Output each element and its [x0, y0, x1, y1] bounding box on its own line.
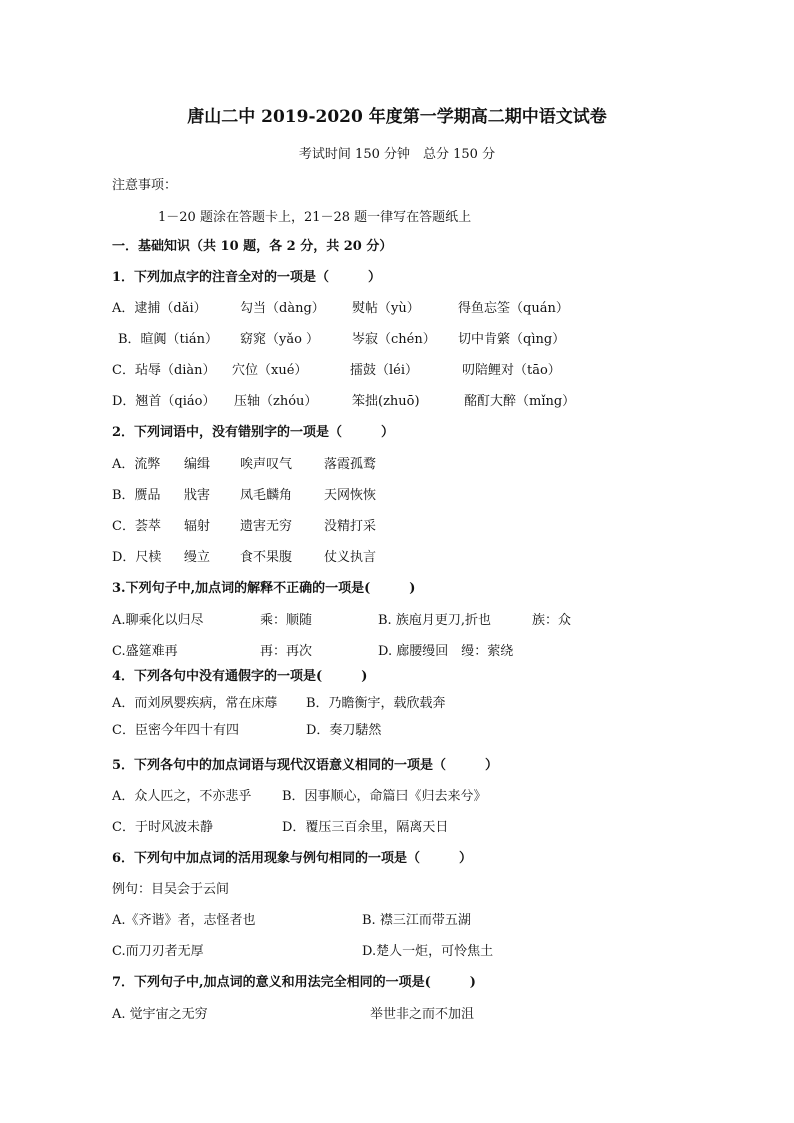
- q6-option-b: B. 襟三江而带五湖: [362, 913, 471, 928]
- question-5-stem: 5．下列各句中的加点词语与现代汉语意义相同的一项是（ ）: [112, 758, 499, 773]
- q1-option-a-1: A．逮捕（dǎi）: [112, 301, 207, 316]
- q1-option-b-2: 窈窕（yǎo ）: [240, 332, 320, 347]
- q2-option-c-2: 辐射: [184, 519, 211, 534]
- question-4-stem: 4．下列各句中没有通假字的一项是( ): [112, 669, 368, 684]
- q6-example: 例句：目吴会于云间: [112, 882, 230, 897]
- q3-option-c: C.盛筵难再: [112, 644, 178, 659]
- q1-option-c-2: 穴位（xué）: [232, 363, 308, 378]
- q2-option-d-2: 缦立: [184, 550, 211, 565]
- q5-option-c: C．于时风波未静: [112, 820, 213, 835]
- q3-option-b: B. 族庖月更刀,折也: [378, 613, 491, 628]
- q7-option-a-1: A. 觉宇宙之无穷: [112, 1007, 208, 1022]
- q1-option-b-4: 切中肯綮（qìng）: [458, 332, 566, 347]
- q2-option-d-1: D．尺椟: [112, 550, 162, 565]
- q2-option-a-4: 落霞孤鹜: [324, 457, 377, 472]
- q2-option-a-1: A．流弊: [112, 457, 161, 472]
- question-3-stem: 3.下列句子中,加点词的解释不正确的一项是( ): [112, 581, 416, 596]
- q5-option-b: B．因事顺心，命篇曰《归去来兮》: [282, 789, 487, 804]
- q1-option-d-2: 压轴（zhóu）: [234, 394, 318, 409]
- page-title: 唐山二中 2019-2020 年度第一学期高二期中语文试卷: [187, 107, 607, 127]
- q1-option-c-4: 叨陪鲤对（tāo）: [462, 363, 561, 378]
- notice-text: 1－20 题涂在答题卡上，21－28 题一律写在答题纸上: [158, 210, 472, 225]
- q1-option-b-3: 岑寂（chén）: [352, 332, 436, 347]
- question-1-stem: 1．下列加点字的注音全对的一项是（ ）: [112, 270, 382, 285]
- q3-option-d: D. 廊腰缦回 缦：萦绕: [378, 644, 514, 659]
- q4-option-a: A．而刘夙婴疾病，常在床蓐: [112, 696, 278, 711]
- q1-option-a-2: 勾当（dàng）: [240, 301, 325, 316]
- q1-option-d-1: D．翘首（qiáo）: [112, 394, 216, 409]
- q1-option-b-1: B．暄阗（tián）: [118, 332, 219, 347]
- q6-option-d: D.楚人一炬，可怜焦土: [362, 944, 494, 959]
- notice-label: 注意事项：: [112, 178, 178, 193]
- q1-option-a-3: 熨帖（yù）: [352, 301, 420, 316]
- q2-option-b-4: 天网恢恢: [324, 488, 377, 503]
- q3-option-c-gloss: 再：再次: [260, 644, 313, 659]
- q2-option-c-3: 遗害无穷: [240, 519, 293, 534]
- q1-option-d-3: 笨拙(zhuō): [352, 394, 420, 409]
- q5-option-a: A．众人匹之，不亦悲乎: [112, 789, 252, 804]
- q7-option-a-2: 举世非之而不加沮: [370, 1007, 475, 1022]
- q4-option-c: C．臣密今年四十有四: [112, 723, 239, 738]
- q5-option-d: D．覆压三百余里，隔离天日: [282, 820, 449, 835]
- q2-option-d-3: 食不果腹: [240, 550, 293, 565]
- q3-option-a-gloss: 乘：顺随: [260, 613, 313, 628]
- q4-option-b: B．乃瞻衡宇，载欣载奔: [306, 696, 446, 711]
- question-7-stem: 7．下列句子中,加点词的意义和用法完全相同的一项是( ): [112, 975, 476, 990]
- q6-option-c: C.而刀刃者无厚: [112, 944, 204, 959]
- section-heading: 一．基础知识（共 10 题，各 2 分，共 20 分）: [112, 239, 393, 254]
- q3-option-a: A.聊乘化以归尽: [112, 613, 204, 628]
- q1-option-a-4: 得鱼忘筌（quán）: [458, 301, 569, 316]
- q6-option-a: A.《齐谐》者，志怪者也: [112, 913, 256, 928]
- q1-option-d-4: 酩酊大醉（mǐng）: [464, 394, 576, 409]
- q2-option-b-2: 戕害: [184, 488, 211, 503]
- question-2-stem: 2．下列词语中，没有错别字的一项是（ ）: [112, 425, 395, 440]
- q4-option-d: D．奏刀騞然: [306, 723, 382, 738]
- q2-option-c-4: 没精打采: [324, 519, 377, 534]
- exam-info: 考试时间 150 分钟 总分 150 分: [298, 147, 496, 162]
- q1-option-c-1: C．玷辱（diàn）: [112, 363, 216, 378]
- q2-option-a-3: 唉声叹气: [240, 457, 293, 472]
- q2-option-d-4: 仗义执言: [324, 550, 377, 565]
- q2-option-a-2: 编缉: [184, 457, 211, 472]
- q2-option-b-3: 凤毛麟角: [240, 488, 293, 503]
- q1-option-c-3: 擂鼓（léi）: [350, 363, 419, 378]
- q3-option-b-gloss: 族：众: [532, 613, 572, 628]
- q2-option-c-1: C．荟萃: [112, 519, 161, 534]
- q2-option-b-1: B．赝品: [112, 488, 161, 503]
- question-6-stem: 6．下列句中加点词的活用现象与例句相同的一项是（ ）: [112, 851, 473, 866]
